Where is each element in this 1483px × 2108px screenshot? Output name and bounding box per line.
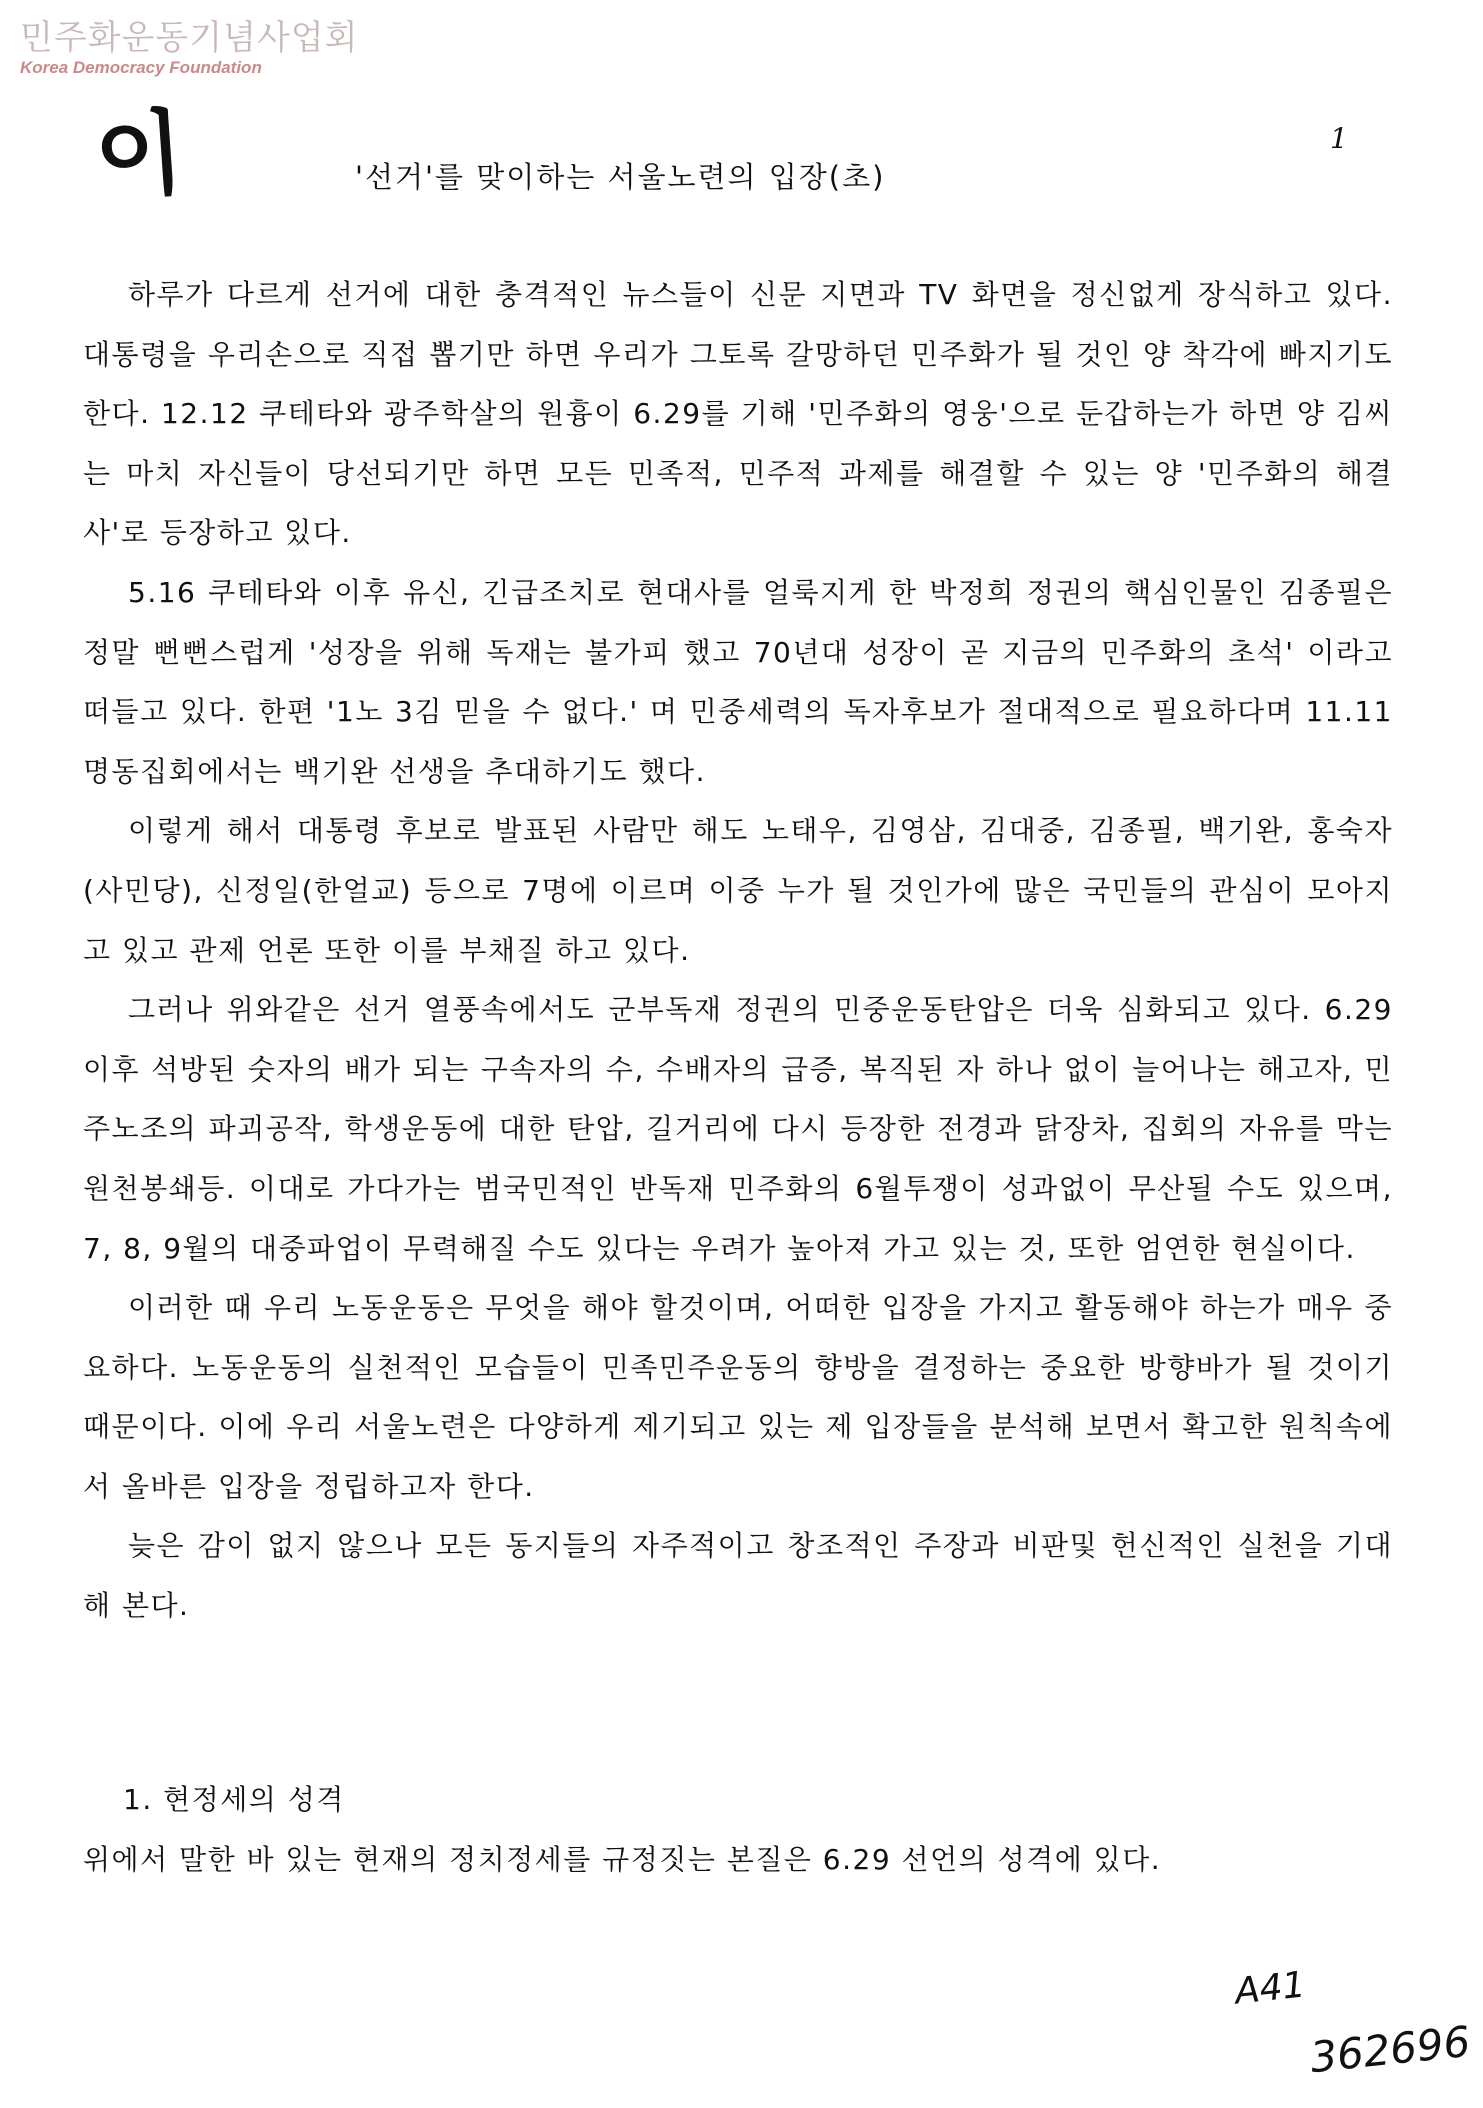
watermark [20, 18, 358, 78]
page-number: 1 [1330, 122, 1348, 155]
paragraph: 늦은 감이 없지 않으나 모든 동지들의 자주적이고 창조적인 주장과 비판및 헌신적인 실천을 기대해 본다. [83, 1529, 1393, 1623]
archive-number: 362696 [1307, 2016, 1473, 2083]
section-heading: 1. 현정세의 성격 [123, 1783, 345, 1816]
paragraph: 하루가 다르게 선거에 대한 충격적인 뉴스들이 신문 지면과 TV 화면을 정신없게 장식하고 있다. 대통령을 우리손으로 직접 뽑기만 하면 우리가 그토록 갈망하던 민주화가 될 것인 양 착각에 빠지기도 한다. 12.12 쿠테타와 광주학살의 원흉이 6.29를 기해 '민주화의 영웅'으로 둔갑하는가 하면 양 김씨는 마치 자신들이 당선되기만 하면 모든 민족적, 민주적 과제를 해결할 수 있는 양 '민주화의 해결사'로 등장하고 있다. [83, 278, 1394, 550]
watermark-korean: 민주화운동기념사업회 [20, 18, 359, 58]
paragraph: 이렇게 해서 대통령 후보로 발표된 사람만 해도 노태우, 김영삼, 김대중, 김종필, 백기완, 홍숙자(사민당), 신정일(한얼교) 등으로 7명에 이르며 이중 누가 될 것인가에 많은 국민들의 관심이 모아지고 있고 관제 언론 또한 이를 부채질 하고 있다. [83, 814, 1393, 967]
archive-code: A41 [1233, 1964, 1308, 2013]
document-title: '선거'를 맞이하는 서울노련의 입장(초) [355, 160, 886, 194]
section-1 [83, 1770, 1393, 1890]
document-body [83, 265, 1393, 1636]
paragraph: 5.16 쿠테타와 이후 유신, 긴급조치로 현대사를 얼룩지게 한 박정희 정권의 핵심인물인 김종필은 정말 뻔뻔스럽게 '성장을 위해 독재는 불가피 했고 70년대 성장이 곧 지금의 민주화의 초석' 이라고 떠들고 있다. 한편 '1노 3김 믿을 수 없다.' 며 민중세력의 독자후보가 절대적으로 필요하다며 11.11 명동집회에서는 백기완 선생을 추대하기도 했다. [83, 575, 1393, 788]
section-text: 위에서 말한 바 있는 현재의 정치정세를 규정짓는 본질은 6.29 선언의 성격에 있다. [83, 1843, 1162, 1876]
paragraph: 이러한 때 우리 노동운동은 무엇을 해야 할것이며, 어떠한 입장을 가지고 활동해야 하는가 매우 중요하다. 노동운동의 실천적인 모습들이 민족민주운동의 향방을 결정하는 중요한 방향바가 될 것이기 때문이다. 이에 우리 서울노련은 다양하게 제기되고 있는 제 입장들을 분석해 보면서 확고한 원칙속에서 올바른 입장을 정립하고자 한다. [83, 1291, 1393, 1503]
handwritten-corner-mark: 이 [91, 98, 188, 212]
watermark-english: Korea Democracy Foundation [20, 58, 262, 77]
paragraph: 그러나 위와같은 선거 열풍속에서도 군부독재 정권의 민중운동탄압은 더욱 심화되고 있다. 6.29 이후 석방된 숫자의 배가 되는 구속자의 수, 수배자의 급증, 복직된 자 하나 없이 늘어나는 해고자, 민주노조의 파괴공작, 학생운동에 대한 탄압, 길거리에 다시 등장한 전경과 닭장차, 집회의 자유를 막는 원천봉쇄등. 이대로 가다가는 범국민적인 반독재 민주화의 6월투쟁이 성과없이 무산될 수도 있으며, 7, 8, 9월의 대중파업이 무력해질 수도 있다는 우려가 높아져 가고 있는 것, 또한 엄연한 현실이다. [83, 993, 1393, 1265]
